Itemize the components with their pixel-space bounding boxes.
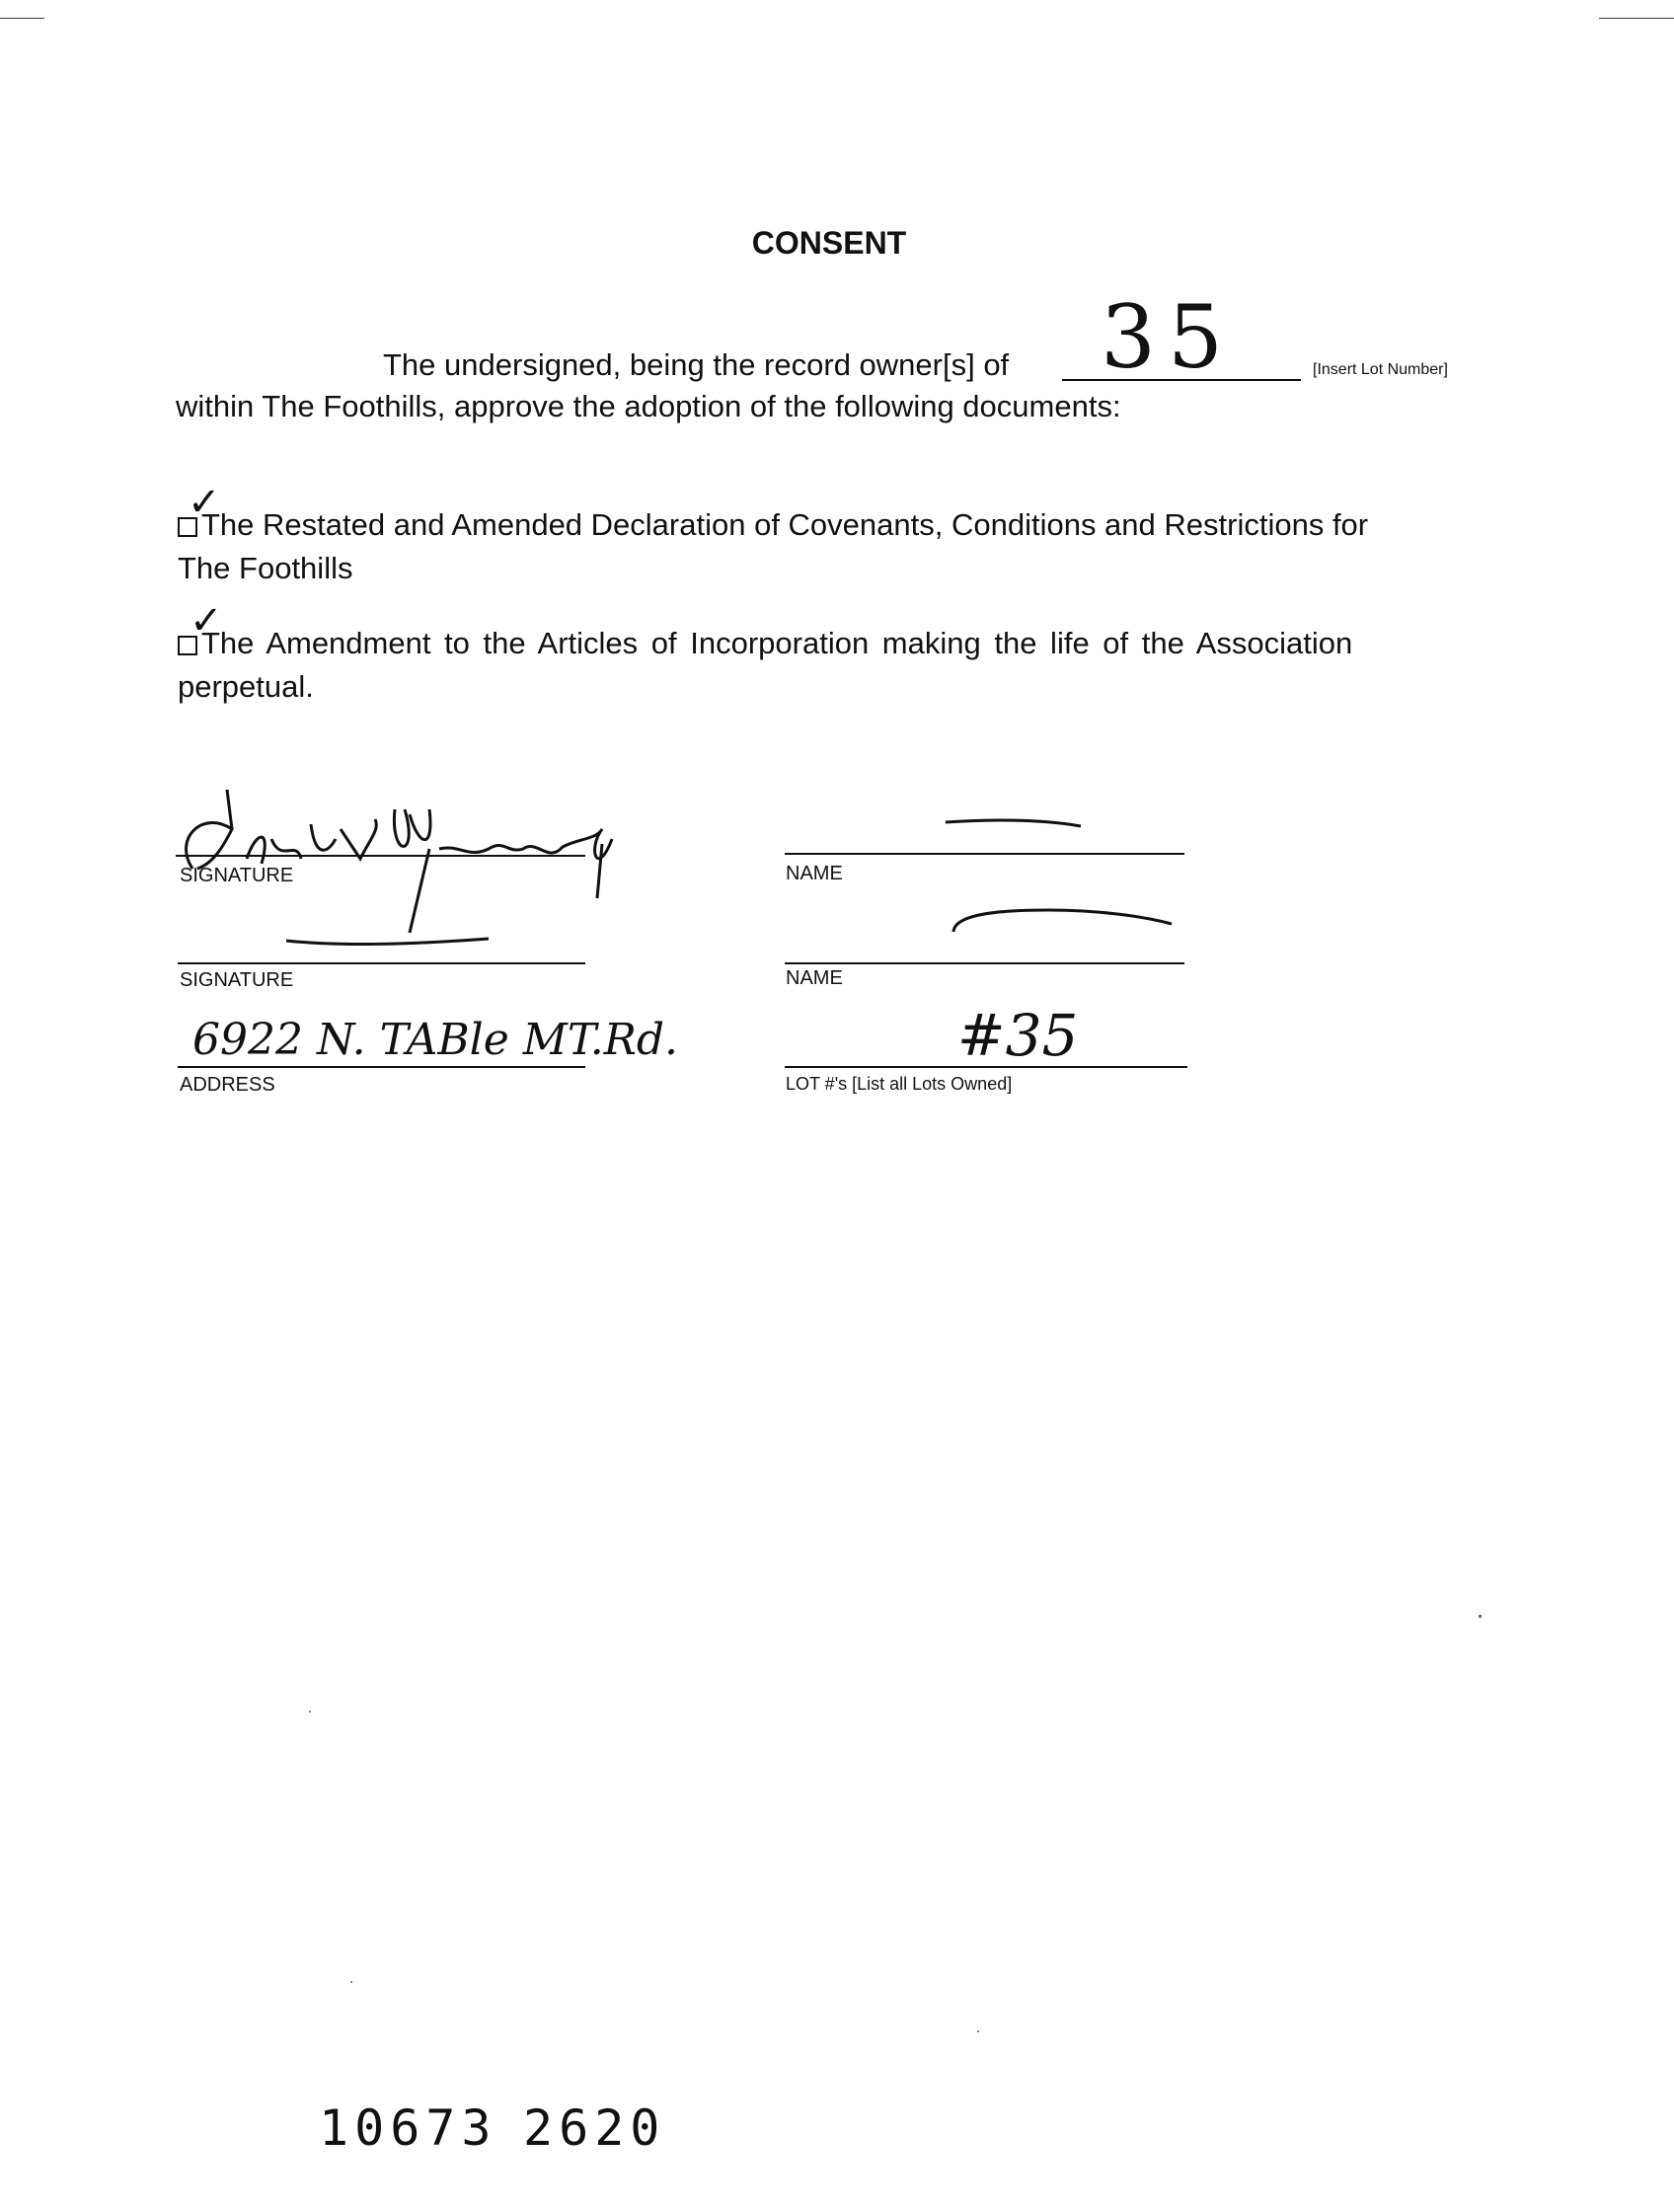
signature-line-2 — [178, 962, 585, 964]
item-2-checkmark: ✓ — [190, 599, 223, 643]
address-handwritten: 6922 N. TABle MT.Rd. — [192, 1015, 678, 1065]
name-label-1: NAME — [786, 863, 843, 884]
scan-speck — [309, 1711, 311, 1713]
signature-2-stroke — [281, 923, 518, 953]
item-1-line-1: The Restated and Amended Declaration of Covenants, Conditions and Restrictions for — [201, 507, 1369, 542]
corner-mark-right — [1599, 18, 1674, 19]
item-2-line-2: perpetual. — [178, 669, 314, 704]
item-1-line-2: The Foothills — [178, 551, 353, 585]
consent-item-2 — [178, 622, 1490, 709]
intro-prefix: The undersigned, being the record owner[s] of — [383, 347, 1010, 382]
scan-speck — [350, 1981, 352, 1983]
name-line-1 — [785, 853, 1184, 855]
intro-line-1 — [383, 343, 1009, 387]
name-2-stroke — [950, 896, 1177, 936]
scan-speck — [977, 2030, 979, 2032]
signature-label-1: SIGNATURE — [180, 865, 294, 886]
intro-line-2: within The Foothills, approve the adoption of the following documents: — [176, 389, 1121, 423]
document-title: CONSENT — [751, 225, 907, 261]
name-label-2: NAME — [786, 967, 843, 989]
address-line — [178, 1066, 585, 1068]
address-label: ADDRESS — [180, 1074, 275, 1096]
scan-speck — [1479, 1615, 1482, 1618]
lot-owned-label: LOT #'s [List all Lots Owned] — [786, 1074, 1013, 1094]
lot-owned-line — [785, 1066, 1187, 1068]
item-2-line-1: The Amendment to the Articles of Incorporation making the life of the Association — [201, 626, 1353, 660]
name-line-2 — [785, 962, 1184, 964]
recording-stamp-book: 10673 — [319, 2099, 497, 2157]
lot-number-handwritten: 35 — [1101, 286, 1235, 388]
lot-number-note: [Insert Lot Number] — [1313, 361, 1448, 378]
signature-line-1 — [176, 855, 585, 857]
recording-stamp-page: 2620 — [523, 2099, 666, 2157]
lot-owned-handwritten: #35 — [957, 1002, 1079, 1069]
name-1-stroke — [943, 814, 1101, 834]
item-1-checkmark: ✓ — [188, 481, 221, 524]
signature-label-2: SIGNATURE — [180, 969, 294, 991]
corner-mark-left — [0, 18, 44, 19]
consent-item-1 — [178, 503, 1490, 590]
